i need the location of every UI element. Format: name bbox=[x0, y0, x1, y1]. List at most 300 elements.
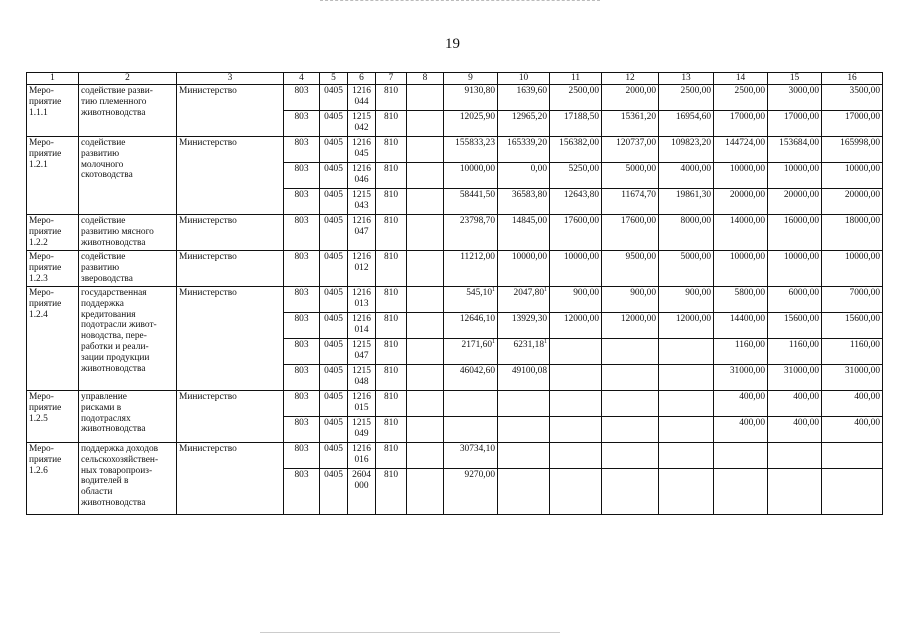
expense-type-code: 810 bbox=[376, 339, 407, 365]
value-text: 2171,60 bbox=[461, 340, 492, 350]
target-article-code: 1216 045 bbox=[348, 137, 376, 163]
value-col-11 bbox=[550, 111, 602, 137]
value-text: 12965,20 bbox=[511, 112, 547, 122]
section-code: 0405 bbox=[320, 469, 348, 515]
value-col-16 bbox=[822, 215, 883, 251]
value-col-13 bbox=[659, 111, 714, 137]
executor-cell: Министерство bbox=[177, 137, 284, 215]
value-col-9 bbox=[444, 137, 498, 163]
footnote-mark: 1 bbox=[492, 286, 495, 293]
value-col-12 bbox=[602, 339, 659, 365]
value-text: 6231,18 bbox=[513, 340, 544, 350]
executor-cell: Министерство bbox=[177, 287, 284, 391]
section-code: 0405 bbox=[320, 313, 348, 339]
header-row bbox=[27, 73, 883, 85]
column-8-cell bbox=[407, 137, 444, 163]
value-col-9 bbox=[444, 287, 498, 313]
value-text: 1160,00 bbox=[734, 340, 765, 350]
value-text: 5800,00 bbox=[734, 288, 765, 298]
value-col-12 bbox=[602, 287, 659, 313]
value-col-9 bbox=[444, 469, 498, 515]
event-description: содействие развитию мясного животноводства bbox=[79, 215, 177, 251]
value-text: 17600,00 bbox=[563, 216, 599, 226]
value-col-11 bbox=[550, 313, 602, 339]
value-col-13 bbox=[659, 443, 714, 469]
value-col-13 bbox=[659, 137, 714, 163]
value-text: 144724,00 bbox=[725, 138, 765, 148]
grbs-code: 803 bbox=[284, 391, 320, 417]
event-number: Меро- приятие 1.1.1 bbox=[27, 85, 79, 137]
value-col-14 bbox=[714, 365, 768, 391]
value-col-10 bbox=[498, 215, 550, 251]
value-col-12 bbox=[602, 469, 659, 515]
value-text: 20000,00 bbox=[783, 190, 819, 200]
column-header-10: 10 bbox=[498, 73, 550, 85]
value-text: 12000,00 bbox=[675, 314, 711, 324]
section-code: 0405 bbox=[320, 339, 348, 365]
value-col-9 bbox=[444, 111, 498, 137]
event-number: Меро- приятие 1.2.6 bbox=[27, 443, 79, 515]
value-text: 900,00 bbox=[685, 288, 711, 298]
value-text: 545,10 bbox=[466, 288, 492, 298]
target-article-code: 1216 012 bbox=[348, 251, 376, 287]
value-col-10 bbox=[498, 313, 550, 339]
scan-edge-bottom bbox=[260, 632, 560, 634]
section-code: 0405 bbox=[320, 215, 348, 251]
value-text: 155833,23 bbox=[455, 138, 495, 148]
value-text: 15600,00 bbox=[844, 314, 880, 324]
value-col-15 bbox=[768, 137, 822, 163]
value-col-13 bbox=[659, 339, 714, 365]
target-article-code: 1216 015 bbox=[348, 391, 376, 417]
value-text: 1160,00 bbox=[849, 340, 880, 350]
table-row bbox=[27, 137, 883, 163]
value-text: 400,00 bbox=[793, 418, 819, 428]
column-header-2: 2 bbox=[79, 73, 177, 85]
event-number: Меро- приятие 1.2.5 bbox=[27, 391, 79, 443]
target-article-code: 1215 049 bbox=[348, 417, 376, 443]
column-header-14: 14 bbox=[714, 73, 768, 85]
table-row bbox=[27, 85, 883, 111]
column-8-cell bbox=[407, 85, 444, 111]
value-col-14 bbox=[714, 85, 768, 111]
value-text: 10000,00 bbox=[511, 252, 547, 262]
executor-cell: Министерство bbox=[177, 251, 284, 287]
expense-type-code: 810 bbox=[376, 391, 407, 417]
expense-type-code: 810 bbox=[376, 137, 407, 163]
section-code: 0405 bbox=[320, 111, 348, 137]
grbs-code: 803 bbox=[284, 111, 320, 137]
column-8-cell bbox=[407, 163, 444, 189]
section-code: 0405 bbox=[320, 137, 348, 163]
event-number: Меро- приятие 1.2.1 bbox=[27, 137, 79, 215]
value-col-10 bbox=[498, 339, 550, 365]
value-text: 16954,60 bbox=[675, 112, 711, 122]
event-description: государственная поддержка кредитования подотрасли живот- новодства, пере- работки и реали- зации продукции животноводства bbox=[79, 287, 177, 391]
value-text: 18000,00 bbox=[844, 216, 880, 226]
grbs-code: 803 bbox=[284, 251, 320, 287]
budget-table bbox=[26, 72, 883, 515]
value-col-11 bbox=[550, 469, 602, 515]
footnote-mark: 1 bbox=[544, 286, 547, 293]
value-text: 10000,00 bbox=[783, 164, 819, 174]
value-col-10 bbox=[498, 391, 550, 417]
grbs-code: 803 bbox=[284, 443, 320, 469]
value-col-11 bbox=[550, 189, 602, 215]
value-col-11 bbox=[550, 85, 602, 111]
column-header-12: 12 bbox=[602, 73, 659, 85]
value-text: 20000,00 bbox=[844, 190, 880, 200]
value-text: 12000,00 bbox=[563, 314, 599, 324]
value-col-12 bbox=[602, 163, 659, 189]
value-col-11 bbox=[550, 417, 602, 443]
value-col-10 bbox=[498, 163, 550, 189]
value-col-16 bbox=[822, 391, 883, 417]
value-text: 6000,00 bbox=[788, 288, 819, 298]
value-col-14 bbox=[714, 189, 768, 215]
value-text: 17600,00 bbox=[620, 216, 656, 226]
column-8-cell bbox=[407, 339, 444, 365]
value-col-13 bbox=[659, 287, 714, 313]
value-text: 1639,60 bbox=[516, 86, 547, 96]
value-col-11 bbox=[550, 391, 602, 417]
value-col-10 bbox=[498, 287, 550, 313]
target-article-code: 1216 044 bbox=[348, 85, 376, 111]
value-text: 20000,00 bbox=[729, 190, 765, 200]
value-text: 9500,00 bbox=[625, 252, 656, 262]
value-col-13 bbox=[659, 469, 714, 515]
value-col-12 bbox=[602, 111, 659, 137]
expense-type-code: 810 bbox=[376, 85, 407, 111]
value-col-9 bbox=[444, 443, 498, 469]
value-text: 17000,00 bbox=[729, 112, 765, 122]
value-text: 11212,00 bbox=[460, 252, 495, 262]
value-text: 17000,00 bbox=[783, 112, 819, 122]
column-8-cell bbox=[407, 189, 444, 215]
value-text: 900,00 bbox=[573, 288, 599, 298]
table-row bbox=[27, 251, 883, 287]
value-col-15 bbox=[768, 111, 822, 137]
value-col-15 bbox=[768, 469, 822, 515]
column-8-cell bbox=[407, 313, 444, 339]
value-text: 31000,00 bbox=[729, 366, 765, 376]
value-col-10 bbox=[498, 417, 550, 443]
value-text: 10000,00 bbox=[783, 252, 819, 262]
value-text: 165339,20 bbox=[507, 138, 547, 148]
column-8-cell bbox=[407, 215, 444, 251]
value-text: 5000,00 bbox=[625, 164, 656, 174]
section-code: 0405 bbox=[320, 251, 348, 287]
value-text: 5000,00 bbox=[680, 252, 711, 262]
value-col-16 bbox=[822, 339, 883, 365]
section-code: 0405 bbox=[320, 417, 348, 443]
expense-type-code: 810 bbox=[376, 313, 407, 339]
value-col-15 bbox=[768, 417, 822, 443]
section-code: 0405 bbox=[320, 189, 348, 215]
value-col-9 bbox=[444, 391, 498, 417]
value-col-16 bbox=[822, 469, 883, 515]
value-col-12 bbox=[602, 313, 659, 339]
event-number: Меро- приятие 1.2.4 bbox=[27, 287, 79, 391]
value-col-9 bbox=[444, 313, 498, 339]
value-col-16 bbox=[822, 137, 883, 163]
grbs-code: 803 bbox=[284, 85, 320, 111]
value-col-10 bbox=[498, 443, 550, 469]
event-description: содействие развитию молочного скотоводства bbox=[79, 137, 177, 215]
scan-edge-top bbox=[320, 0, 600, 2]
value-text: 3000,00 bbox=[788, 86, 819, 96]
value-col-13 bbox=[659, 215, 714, 251]
target-article-code: 1216 016 bbox=[348, 443, 376, 469]
target-article-code: 1216 013 bbox=[348, 287, 376, 313]
value-col-16 bbox=[822, 417, 883, 443]
value-text: 400,00 bbox=[854, 418, 880, 428]
value-col-9 bbox=[444, 215, 498, 251]
value-col-12 bbox=[602, 189, 659, 215]
value-text: 10000,00 bbox=[844, 252, 880, 262]
table-row bbox=[27, 443, 883, 469]
value-text: 153684,00 bbox=[779, 138, 819, 148]
expense-type-code: 810 bbox=[376, 111, 407, 137]
value-col-11 bbox=[550, 339, 602, 365]
value-text: 2500,00 bbox=[680, 86, 711, 96]
value-col-11 bbox=[550, 215, 602, 251]
value-text: 400,00 bbox=[793, 392, 819, 402]
value-col-16 bbox=[822, 189, 883, 215]
value-col-10 bbox=[498, 137, 550, 163]
value-col-11 bbox=[550, 137, 602, 163]
value-text: 10000,00 bbox=[729, 164, 765, 174]
event-description: управление рисками в подотраслях животноводства bbox=[79, 391, 177, 443]
value-text: 10000,00 bbox=[459, 164, 495, 174]
target-article-code: 1216 014 bbox=[348, 313, 376, 339]
value-text: 400,00 bbox=[739, 392, 765, 402]
grbs-code: 803 bbox=[284, 417, 320, 443]
value-col-16 bbox=[822, 163, 883, 189]
value-col-13 bbox=[659, 189, 714, 215]
value-col-14 bbox=[714, 313, 768, 339]
column-header-6: 6 bbox=[348, 73, 376, 85]
value-col-15 bbox=[768, 313, 822, 339]
value-col-10 bbox=[498, 469, 550, 515]
value-col-14 bbox=[714, 215, 768, 251]
value-text: 109823,20 bbox=[671, 138, 711, 148]
executor-cell: Министерство bbox=[177, 443, 284, 515]
column-header-3: 3 bbox=[177, 73, 284, 85]
value-text: 17000,00 bbox=[844, 112, 880, 122]
column-8-cell bbox=[407, 287, 444, 313]
value-col-9 bbox=[444, 189, 498, 215]
value-col-14 bbox=[714, 251, 768, 287]
expense-type-code: 810 bbox=[376, 189, 407, 215]
footnote-mark: 1 bbox=[544, 338, 547, 345]
table-row bbox=[27, 215, 883, 251]
column-header-8: 8 bbox=[407, 73, 444, 85]
event-number: Меро- приятие 1.2.3 bbox=[27, 251, 79, 287]
expense-type-code: 810 bbox=[376, 417, 407, 443]
value-text: 2500,00 bbox=[568, 86, 599, 96]
value-col-13 bbox=[659, 417, 714, 443]
executor-cell: Министерство bbox=[177, 391, 284, 443]
value-col-16 bbox=[822, 85, 883, 111]
column-header-7: 7 bbox=[376, 73, 407, 85]
target-article-code: 1215 043 bbox=[348, 189, 376, 215]
column-header-11: 11 bbox=[550, 73, 602, 85]
column-header-5: 5 bbox=[320, 73, 348, 85]
value-col-16 bbox=[822, 313, 883, 339]
target-article-code: 1215 047 bbox=[348, 339, 376, 365]
value-text: 30734,10 bbox=[459, 444, 495, 454]
grbs-code: 803 bbox=[284, 365, 320, 391]
table-row bbox=[27, 391, 883, 417]
value-text: 7000,00 bbox=[849, 288, 880, 298]
value-col-16 bbox=[822, 287, 883, 313]
value-text: 31000,00 bbox=[844, 366, 880, 376]
value-col-9 bbox=[444, 163, 498, 189]
column-8-cell bbox=[407, 469, 444, 515]
value-col-10 bbox=[498, 365, 550, 391]
value-text: 120737,00 bbox=[616, 138, 656, 148]
grbs-code: 803 bbox=[284, 313, 320, 339]
grbs-code: 803 bbox=[284, 287, 320, 313]
value-text: 12646,10 bbox=[459, 314, 495, 324]
value-col-12 bbox=[602, 251, 659, 287]
value-text: 23798,70 bbox=[459, 216, 495, 226]
value-col-10 bbox=[498, 111, 550, 137]
target-article-code: 2604 000 bbox=[348, 469, 376, 515]
value-col-9 bbox=[444, 251, 498, 287]
value-col-13 bbox=[659, 313, 714, 339]
target-article-code: 1215 042 bbox=[348, 111, 376, 137]
value-text: 14845,00 bbox=[511, 216, 547, 226]
executor-cell: Министерство bbox=[177, 215, 284, 251]
expense-type-code: 810 bbox=[376, 365, 407, 391]
value-col-10 bbox=[498, 251, 550, 287]
grbs-code: 803 bbox=[284, 215, 320, 251]
footnote-mark: 1 bbox=[492, 338, 495, 345]
column-8-cell bbox=[407, 417, 444, 443]
expense-type-code: 810 bbox=[376, 251, 407, 287]
value-col-13 bbox=[659, 391, 714, 417]
grbs-code: 803 bbox=[284, 469, 320, 515]
value-col-14 bbox=[714, 163, 768, 189]
value-col-14 bbox=[714, 417, 768, 443]
value-text: 13929,30 bbox=[511, 314, 547, 324]
event-description: поддержка доходов сельскохозяйствен- ных товаропроиз- водителей в области животноводства bbox=[79, 443, 177, 515]
value-text: 400,00 bbox=[739, 418, 765, 428]
value-col-9 bbox=[444, 85, 498, 111]
value-col-11 bbox=[550, 443, 602, 469]
value-col-14 bbox=[714, 111, 768, 137]
column-8-cell bbox=[407, 391, 444, 417]
value-col-14 bbox=[714, 339, 768, 365]
value-text: 10000,00 bbox=[844, 164, 880, 174]
value-col-15 bbox=[768, 339, 822, 365]
value-col-15 bbox=[768, 443, 822, 469]
value-text: 10000,00 bbox=[729, 252, 765, 262]
value-col-14 bbox=[714, 469, 768, 515]
expense-type-code: 810 bbox=[376, 163, 407, 189]
value-text: 58441,50 bbox=[459, 190, 495, 200]
value-text: 2500,00 bbox=[734, 86, 765, 96]
value-text: 9270,00 bbox=[464, 470, 495, 480]
executor-cell: Министерство bbox=[177, 85, 284, 137]
column-header-16: 16 bbox=[822, 73, 883, 85]
value-col-14 bbox=[714, 443, 768, 469]
column-8-cell bbox=[407, 365, 444, 391]
column-8-cell bbox=[407, 251, 444, 287]
section-code: 0405 bbox=[320, 391, 348, 417]
section-code: 0405 bbox=[320, 365, 348, 391]
value-text: 36583,80 bbox=[511, 190, 547, 200]
value-col-10 bbox=[498, 189, 550, 215]
grbs-code: 803 bbox=[284, 189, 320, 215]
value-col-15 bbox=[768, 391, 822, 417]
value-text: 31000,00 bbox=[783, 366, 819, 376]
value-col-15 bbox=[768, 215, 822, 251]
value-col-12 bbox=[602, 391, 659, 417]
grbs-code: 803 bbox=[284, 137, 320, 163]
value-col-12 bbox=[602, 443, 659, 469]
expense-type-code: 810 bbox=[376, 443, 407, 469]
value-text: 3500,00 bbox=[849, 86, 880, 96]
page-number: 19 bbox=[445, 36, 460, 52]
value-text: 5250,00 bbox=[568, 164, 599, 174]
table-body bbox=[27, 85, 883, 515]
value-col-15 bbox=[768, 85, 822, 111]
value-col-13 bbox=[659, 365, 714, 391]
value-text: 2000,00 bbox=[625, 86, 656, 96]
section-code: 0405 bbox=[320, 287, 348, 313]
value-col-16 bbox=[822, 443, 883, 469]
expense-type-code: 810 bbox=[376, 287, 407, 313]
value-text: 14000,00 bbox=[729, 216, 765, 226]
value-col-12 bbox=[602, 417, 659, 443]
value-text: 11674,70 bbox=[621, 190, 656, 200]
grbs-code: 803 bbox=[284, 339, 320, 365]
value-col-12 bbox=[602, 365, 659, 391]
value-text: 10000,00 bbox=[563, 252, 599, 262]
column-header-15: 15 bbox=[768, 73, 822, 85]
value-text: 12025,90 bbox=[459, 112, 495, 122]
section-code: 0405 bbox=[320, 163, 348, 189]
target-article-code: 1216 047 bbox=[348, 215, 376, 251]
value-col-15 bbox=[768, 189, 822, 215]
value-col-15 bbox=[768, 287, 822, 313]
value-col-16 bbox=[822, 111, 883, 137]
value-text: 12000,00 bbox=[620, 314, 656, 324]
value-col-10 bbox=[498, 85, 550, 111]
target-article-code: 1216 046 bbox=[348, 163, 376, 189]
value-text: 900,00 bbox=[630, 288, 656, 298]
value-text: 15361,20 bbox=[620, 112, 656, 122]
value-text: 400,00 bbox=[854, 392, 880, 402]
target-article-code: 1215 048 bbox=[348, 365, 376, 391]
column-8-cell bbox=[407, 111, 444, 137]
column-header-13: 13 bbox=[659, 73, 714, 85]
value-col-15 bbox=[768, 251, 822, 287]
value-col-14 bbox=[714, 391, 768, 417]
value-text: 46042,60 bbox=[459, 366, 495, 376]
value-col-11 bbox=[550, 163, 602, 189]
expense-type-code: 810 bbox=[376, 469, 407, 515]
value-col-9 bbox=[444, 339, 498, 365]
value-text: 1160,00 bbox=[788, 340, 819, 350]
section-code: 0405 bbox=[320, 443, 348, 469]
value-text: 156382,00 bbox=[559, 138, 599, 148]
value-text: 8000,00 bbox=[680, 216, 711, 226]
value-col-13 bbox=[659, 163, 714, 189]
